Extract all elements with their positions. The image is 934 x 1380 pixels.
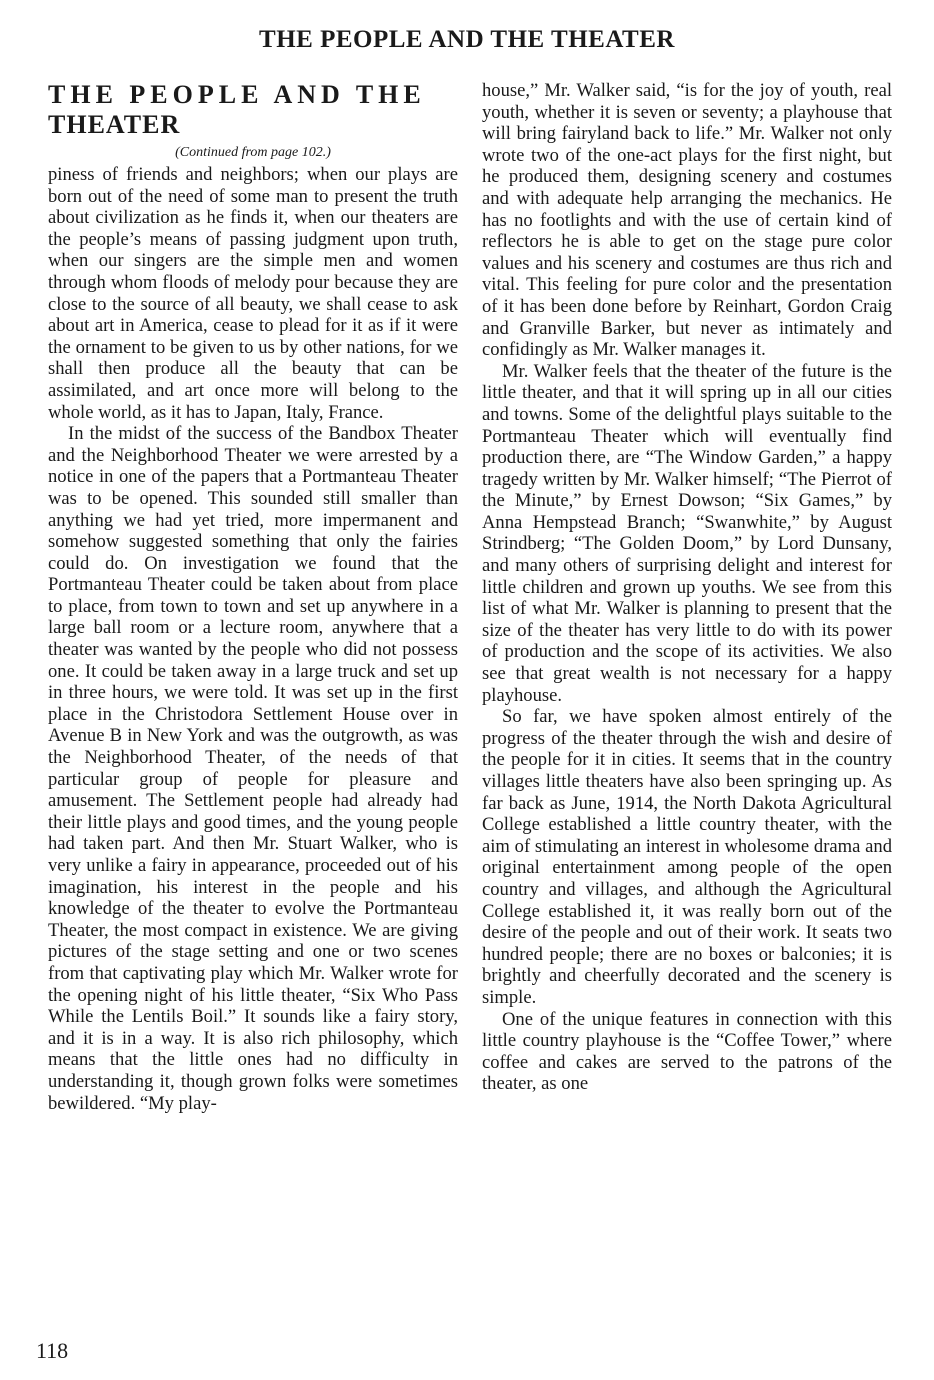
paragraph: Mr. Walker feels that the theater of the future is the little theater, and that it will spring up in all our cities and towns. Some of the delightful plays suitable to the Portmanteau Theater which will eventually find production there, are “The Window Garden,” a happy tragedy written by Mr. Walker himself; “The Pierrot of the Minute,” by Ernest Dowson; “Six Games,” by Anna Hempstead Branch; “Swanwhite,” by August Strindberg; “The Golden Doom,” by Lord Dunsany, and many others of surprising delight and interest for little children and grown up youths. We see from this list of what Mr. Walker is planning to present that the size of the theater has very little to do with its power of production and the scope of its activities. We also see that great wealth is not necessary for a happy playhouse. xyxy=(482,360,892,706)
paragraph: piness of friends and neighbors; when our plays are born out of the need of some man to present the truth about civilization as he finds it, when our theaters are the people’s means of passing judgment upon truth, when our singers are the simple men and women through whom floods of melody pour because they are close to the source of all beauty, we shall cease to ask about art in America, cease to plead for it as if it were the ornament to be given to us by other nations, for we shall then produce all the beauty that can be assimilated, and art once more will belong to the whole world, as it has to Japan, Italy, France. xyxy=(48,164,458,423)
continued-note: (Continued from page 102.) xyxy=(175,145,331,160)
running-head: THE PEOPLE AND THE THEATER xyxy=(259,26,675,53)
page-number: 118 xyxy=(36,1338,69,1363)
article-title xyxy=(48,80,458,140)
paragraph: In the midst of the success of the Bandbox Theater and the Neighborhood Theater we were arrested by a notice in one of the papers that a Portmanteau Theater was to be opened. This sounded still smaller than anything we had yet tried, more impermanent and somehow suggested something that only the fairies could do. On investigation we found that the Portmanteau Theater could be taken about from place to place, from town to town and set up anywhere in a large ball room or a lecture room, anywhere that a theater was wanted by the people who did not possess one. It could be taken away in a large truck and set up in three hours, we were told. It was set up in the first place in the Christodora Settlement House over in Avenue B in New York and was the outgrowth, as was the Neighborhood Theater, of the needs of that particular group of people for pleasure and amusement. The Settlement people had already had their little plays and good times, and the young people had taken part. And then Mr. Stuart Walker, who is very unlike a fairy in appearance, proceeded out of his imagination, his interest in the people and his knowledge of the theater to evolve the Portmanteau Theater, the most compact in existence. We are giving pictures of the stage setting and one or two scenes from that captivating play which Mr. Walker wrote for the opening night of his little theater, “Six Who Pass While the Lentils Boil.” It sounds like a fairy story, and it is in a way. It is also rich philosophy, which means that the little ones had no difficulty in understanding it, though grown folks were sometimes bewildered. “My play- xyxy=(48,423,458,1114)
left-column xyxy=(48,80,458,1114)
paragraph: So far, we have spoken almost entirely of the progress of the theater through the wish and desire of the people for it in cities. It seems that in the country villages little theaters have also been springing up. As far back as June, 1914, the North Dakota Agricultural College established a little country theater, with the aim of stimulating an interest in wholesome drama and original entertainment among people of the open country and villages, and although the Agricultural College established it, it was really born out of the desire of the people and out of their work. It seats two hundred people; there are no boxes or balconies; it is brightly and cheerfully decorated and the scenery is simple. xyxy=(482,706,892,1008)
article-title-line-1: THE PEOPLE AND THE xyxy=(48,80,426,109)
right-column xyxy=(482,80,892,1095)
article-title-line-2: THEATER xyxy=(48,110,181,139)
paragraph: One of the unique features in connection with this little country playhouse is the “Coffee Tower,” where coffee and cakes are served to the patrons of the theater, as one xyxy=(482,1008,892,1095)
paragraph: house,” Mr. Walker said, “is for the joy of youth, real youth, whether it is seven or seventy; a playhouse that will bring fairyland back to life.” Mr. Walker not only wrote two of the one-act plays for the first night, but he produced them, designing scenery and costumes and with adequate help arranging the mechanics. He has no footlights and with the use of certain kind of reflectors he is able to get on the stage pure color values and his scenery and costumes are thus rich and vital. This feeling for pure color and the presentation of it has been done before by Reinhart, Gordon Craig and Granville Barker, but never as intimately and confidingly as Mr. Walker manages it. xyxy=(482,80,892,361)
